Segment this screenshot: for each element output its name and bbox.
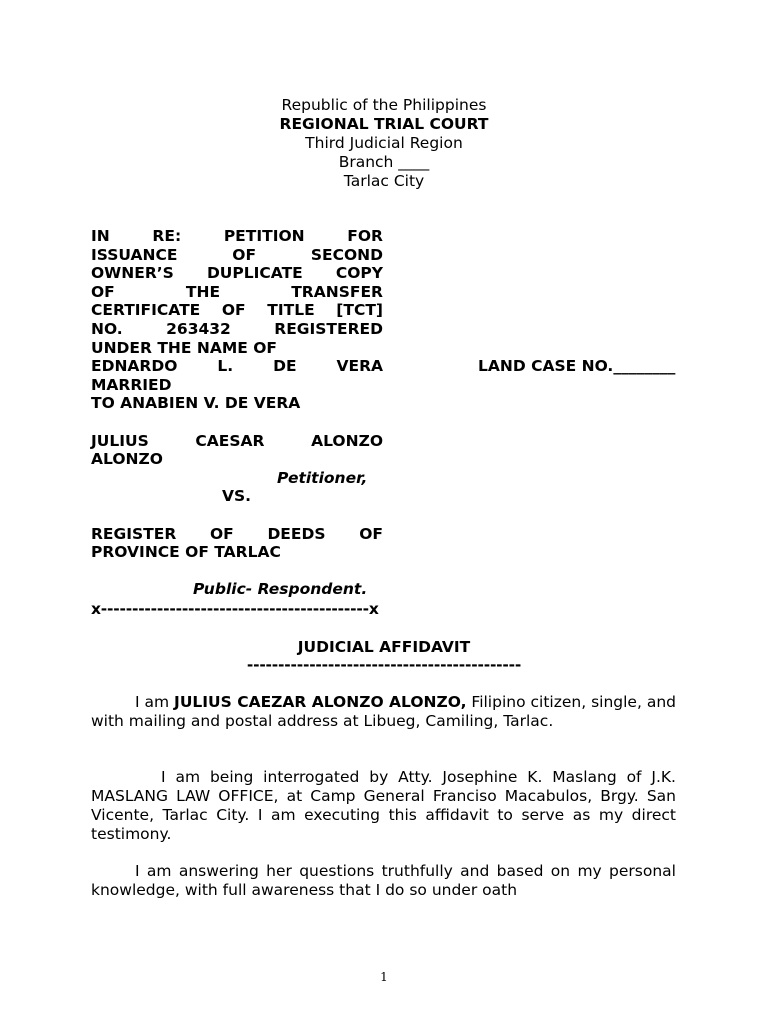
caption-line: OF THE TRANSFER [91,282,383,301]
court-header [0,96,768,191]
caption-line: ISSUANCE OF SECOND [91,245,383,264]
petitioner-name-cont: ALONZO [91,450,163,469]
header-republic: Republic of the Philippines [281,96,487,114]
respondent-name: REGISTER OF DEEDS OF [91,524,383,543]
header-branch: Branch ____ [338,153,430,171]
caption-separator: x-------------------------------------------x [91,600,379,618]
caption-line: CERTIFICATE OF TITLE [TCT] [91,301,383,320]
p1-rest: Filipino citizen, single, and with mailing and postal address at Libueg, Camiling, Tarlac. [91,693,676,730]
caption-line: MARRIED [91,375,172,394]
caption-line: OWNER’S DUPLICATE COPY [91,264,383,283]
caption-line: TO ANABIEN V. DE VERA [91,394,301,413]
page-number: 1 [380,970,388,984]
respondent-role: Public- Respondent. [193,580,368,599]
petitioner-role: Petitioner, [277,468,368,487]
caption-line: UNDER THE NAME OF [91,338,278,357]
petitioner-name: JULIUS CAESAR ALONZO [91,431,383,450]
respondent-name-cont: PROVINCE OF TARLAC [91,543,281,562]
caption-line: IN RE: PETITION FOR [91,227,383,245]
land-case-number: LAND CASE NO.________ [478,357,676,375]
caption-line: NO. 263432 REGISTERED [91,319,383,338]
affiant-name: JULIUS CAEZAR ALONZO ALONZO, [174,693,467,711]
title-underline: -------------------------------------------- [246,656,522,674]
versus-label: VS. [222,487,252,506]
interrogation-paragraph: I am being interrogated by Atty. Josephine K. Maslang of J.K. MASLANG LAW OFFICE, at Camp General Franciso Macabulos, Brgy. San Vicente, Tarlac City. I am executing this affidavit to serve as my direct testimony. [91,768,676,843]
oath-paragraph: I am answering her questions truthfully and based on my personal knowledge, with full awareness that I do so under oath [91,862,676,899]
p1-intro: I am [135,693,175,711]
case-caption [91,227,383,599]
document-title: JUDICIAL AFFIDAVIT [297,638,471,656]
caption-line: EDNARDO L. DE VERA [91,357,383,376]
affiant-paragraph [91,693,676,731]
header-region: Third Judicial Region [305,134,463,152]
header-court: REGIONAL TRIAL COURT [279,115,489,133]
header-city: Tarlac City [343,172,425,190]
